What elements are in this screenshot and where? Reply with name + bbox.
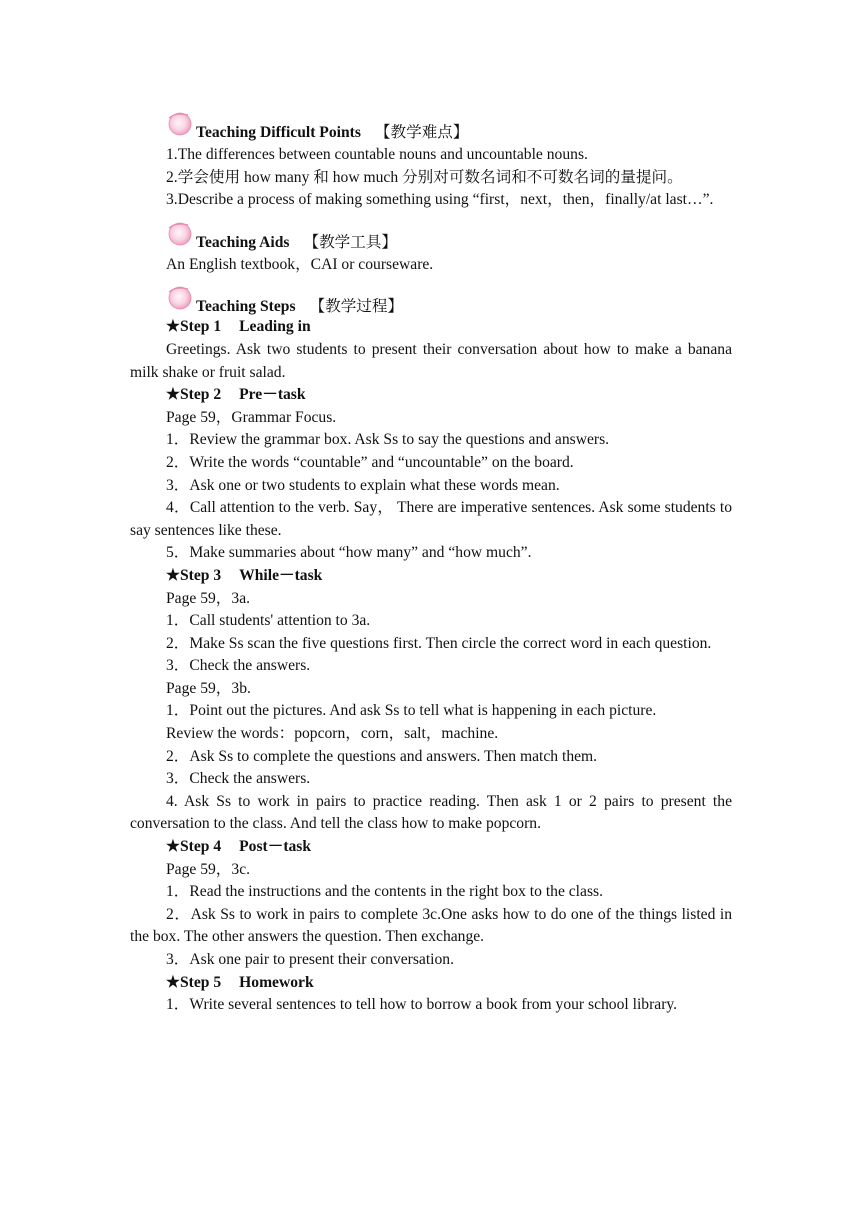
step-4-item-2: 2．Ask Ss to work in pairs to complete 3c.One asks how to do one of the things listed in the box. The other answers the question. Then exchange. — [130, 905, 732, 946]
difficult-point-2: 2.学会使用 how many 和 how much 分别对可数名词和不可数名词的量提问。 — [166, 168, 683, 186]
section-title: Teaching Difficult Points — [196, 124, 361, 141]
step-2-item-5: 5．Make summaries about “how many” and “how much”. — [166, 544, 532, 562]
step-3-page-3a: Page 59，3a. — [166, 589, 251, 607]
step-3a-item-2: 2．Make Ss scan the five questions first. Then circle the correct word in each question. — [166, 634, 712, 652]
step-name: Homework — [239, 973, 314, 991]
step-3b-review: Review the words：popcorn，corn，salt，machine. — [166, 725, 499, 743]
pink-bullet-icon — [166, 284, 194, 310]
step-4-page: Page 59，3c. — [166, 860, 251, 878]
step-2-heading — [130, 384, 732, 407]
pink-bullet-icon — [166, 110, 194, 136]
step-4-item-3: 3．Ask one pair to present their conversation. — [166, 951, 454, 968]
step-3a-item-1: 1．Call students' attention to 3a. — [166, 612, 371, 630]
section-heading-difficult-points — [130, 108, 732, 141]
step-1-text: Greetings. Ask two students to present their conversation about how to make a banana milk shake or fruit salad. — [130, 340, 732, 381]
step-3b-item-2: 2．Ask Ss to complete the questions and answers. Then match them. — [166, 747, 598, 765]
step-number: ★Step 3 — [166, 566, 222, 584]
step-3b-item-4: 4. Ask Ss to work in pairs to practice reading. Then ask 1 or 2 pairs to present the conversation to the class. And tell the class how to make popcorn. — [130, 792, 732, 833]
step-number: ★Step 2 — [166, 386, 222, 404]
step-5-heading — [130, 972, 732, 995]
section-heading-teaching-aids — [130, 218, 732, 251]
step-4-item-1: 1．Read the instructions and the contents in the right box to the class. — [166, 883, 603, 901]
step-2-item-2: 2．Write the words “countable” and “uncountable” on the board. — [166, 453, 574, 471]
section-title: Teaching Steps — [196, 298, 296, 316]
step-2-item-3: 3．Ask one or two students to explain what these words mean. — [166, 476, 560, 494]
document-page — [130, 108, 732, 1017]
step-number: ★Step 5 — [166, 973, 222, 991]
step-2-item-1: 1．Review the grammar box. Ask Ss to say the questions and answers. — [166, 431, 610, 449]
section-title-cn: 【教学过程】 — [309, 298, 404, 316]
step-3a-item-3: 3．Check the answers. — [166, 657, 311, 675]
step-name: Leading in — [239, 318, 311, 336]
step-3-heading — [130, 565, 732, 588]
difficult-point-3: 3.Describe a process of making something using “first，next，then，finally/at last…”. — [166, 191, 714, 209]
step-3b-item-1: 1．Point out the pictures. And ask Ss to tell what is happening in each picture. — [166, 702, 657, 720]
section-heading-teaching-steps — [130, 282, 732, 316]
pink-bullet-icon — [166, 220, 194, 246]
step-3-page-3b: Page 59，3b. — [166, 679, 251, 697]
step-number: ★Step 4 — [166, 838, 222, 856]
section-title-cn: 【教学工具】 — [303, 233, 398, 251]
step-2-item-4: 4．Call attention to the verb. Say， There are imperative sentences. Ask some students to say sentences like these. — [130, 499, 732, 539]
step-name: Pre－task — [239, 386, 306, 404]
step-3b-item-3: 3．Check the answers. — [166, 770, 311, 788]
section-title: Teaching Aids — [196, 233, 290, 251]
step-name: While－task — [239, 566, 323, 584]
step-number: ★Step 1 — [166, 318, 222, 336]
difficult-point-1: 1.The differences between countable nouns and uncountable nouns. — [166, 146, 588, 163]
teaching-aids-text: An English textbook，CAI or courseware. — [166, 255, 434, 273]
step-2-page: Page 59，Grammar Focus. — [166, 408, 337, 426]
section-title-cn: 【教学难点】 — [374, 124, 469, 141]
step-4-heading — [130, 836, 732, 859]
step-1-heading — [130, 316, 732, 339]
step-5-item-1: 1．Write several sentences to tell how to borrow a book from your school library. — [166, 996, 678, 1014]
step-name: Post－task — [239, 838, 312, 856]
